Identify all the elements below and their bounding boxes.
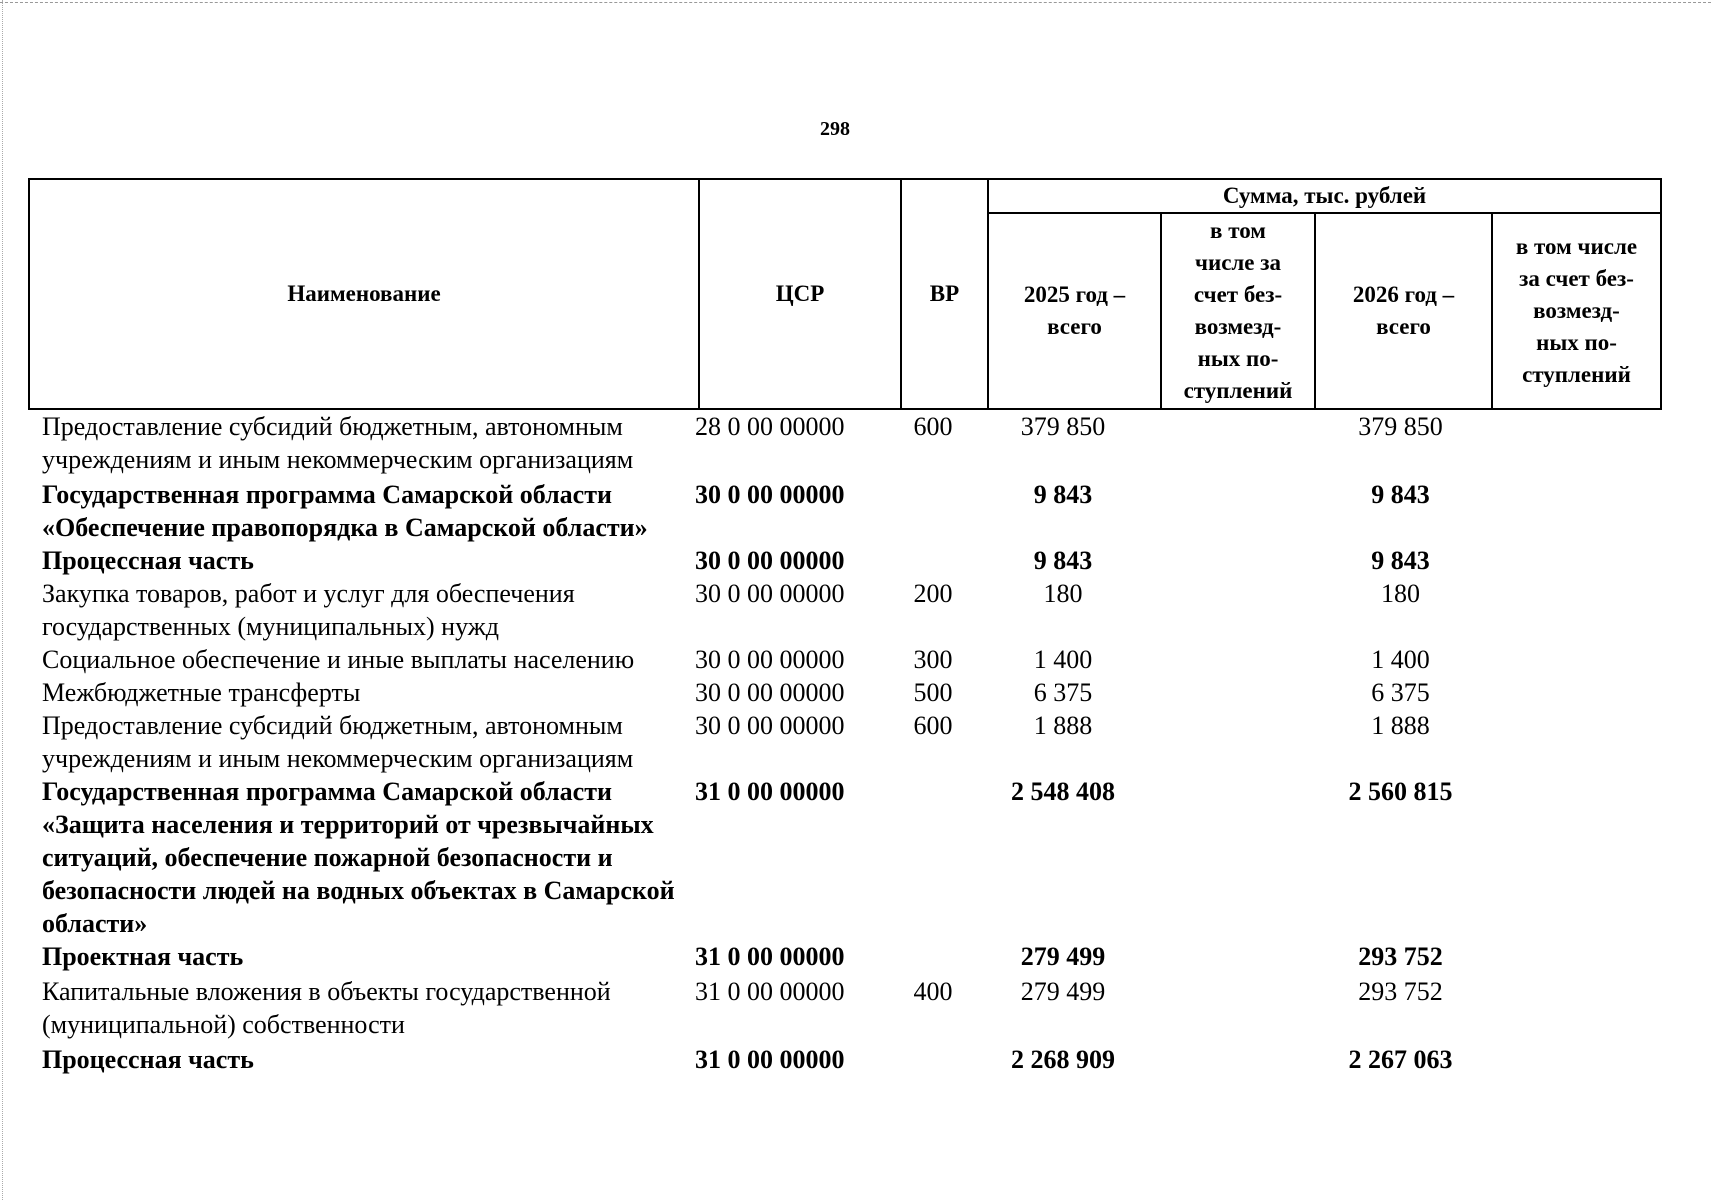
row-sum-2025: 1 888 <box>1033 711 1093 740</box>
row-sum-2026: 293 752 <box>1358 977 1443 1006</box>
row-sum-2025: 9 843 <box>1033 546 1093 575</box>
row-sum-2025: 279 499 <box>1020 942 1106 971</box>
row-csr: 30 0 00 00000 <box>695 645 845 674</box>
row-vr: 600 <box>913 412 953 441</box>
table-row <box>28 410 1660 476</box>
row-name: Государственная программа Самарской области «Обеспечение правопорядка в Самарской области» <box>42 480 648 542</box>
row-name: Процессная часть <box>42 546 254 575</box>
table-row <box>28 975 1660 1041</box>
table-header <box>28 178 1662 410</box>
row-name: Закупка товаров, работ и услуг для обеспечения государственных (муниципальных) нужд <box>42 579 575 641</box>
row-csr: 31 0 00 00000 <box>695 777 845 806</box>
row-sum-2026: 2 560 815 <box>1348 777 1453 806</box>
header-sum-group: Сумма, тыс. рублей <box>988 179 1661 213</box>
row-vr: 500 <box>913 678 953 707</box>
row-name: Процессная часть <box>42 1045 254 1074</box>
row-name: Межбюджетные трансферты <box>42 678 361 707</box>
table-row <box>28 577 1660 643</box>
row-name: Проектная часть <box>42 942 244 971</box>
row-sum-2025: 180 <box>1043 579 1083 608</box>
row-csr: 30 0 00 00000 <box>695 546 845 575</box>
table-body <box>28 410 1660 1076</box>
header-csr: ЦСР <box>699 179 901 409</box>
header-2026-total: 2026 год – всего <box>1315 213 1492 409</box>
row-sum-2025: 2 268 909 <box>1011 1045 1115 1074</box>
row-sum-2026: 9 843 <box>1371 546 1430 575</box>
row-sum-2025: 1 400 <box>1033 645 1093 674</box>
page-number: 298 <box>820 118 850 140</box>
row-csr: 30 0 00 00000 <box>695 579 845 608</box>
row-sum-2026: 2 267 063 <box>1348 1045 1453 1074</box>
row-csr: 30 0 00 00000 <box>695 678 845 707</box>
row-sum-2026: 293 752 <box>1358 942 1443 971</box>
row-sum-2025: 6 375 <box>1033 678 1093 707</box>
row-sum-2025: 279 499 <box>1020 977 1106 1006</box>
row-name: Предоставление субсидий бюджетным, автономным учреждениям и иным некоммерческим организациям <box>42 412 634 474</box>
table-row <box>28 709 1660 775</box>
row-sum-2026: 379 850 <box>1358 412 1443 441</box>
table-row <box>28 940 1660 973</box>
row-vr: 600 <box>913 711 953 740</box>
table-row <box>28 676 1660 709</box>
row-name: Социальное обеспечение и иные выплаты населению <box>42 645 635 674</box>
header-2025-total: 2025 год – всего <box>988 213 1161 409</box>
header-2025-free: в том числе за счет без- возмезд- ных по- ступлений <box>1161 213 1315 409</box>
row-csr: 31 0 00 00000 <box>695 977 845 1006</box>
row-csr: 30 0 00 00000 <box>695 480 845 509</box>
row-sum-2026: 180 <box>1381 579 1420 608</box>
scan-artifact-line <box>0 2 1711 3</box>
header-vr: ВР <box>901 179 988 409</box>
table-row <box>28 643 1660 676</box>
row-vr: 400 <box>913 977 953 1006</box>
header-name: Наименование <box>29 179 699 409</box>
row-name: Предоставление субсидий бюджетным, автономным учреждениям и иным некоммерческим организациям <box>42 711 634 773</box>
row-csr: 30 0 00 00000 <box>695 711 845 740</box>
table-row <box>28 775 1660 940</box>
row-sum-2025: 2 548 408 <box>1011 777 1115 806</box>
table-row <box>28 478 1660 544</box>
row-sum-2026: 1 888 <box>1371 711 1430 740</box>
table-row <box>28 544 1660 577</box>
row-name: Государственная программа Самарской области «Защита населения и территорий от чрезвычайных ситуаций, обеспечение пожарной безопасности и безопасности людей на водных объектах в Самарской области» <box>42 777 675 938</box>
row-sum-2026: 9 843 <box>1371 480 1430 509</box>
row-csr: 28 0 00 00000 <box>695 412 845 441</box>
table-row <box>28 1043 1660 1076</box>
scan-artifact-edge <box>2 0 3 1200</box>
row-vr: 300 <box>913 645 953 674</box>
row-csr: 31 0 00 00000 <box>695 1045 845 1074</box>
row-name: Капитальные вложения в объекты государственной (муниципальной) собственности <box>42 977 611 1039</box>
row-vr: 200 <box>913 579 953 608</box>
row-csr: 31 0 00 00000 <box>695 942 845 971</box>
header-2026-free: в том числе за счет без- возмезд- ных по- ступлений <box>1492 213 1661 409</box>
row-sum-2025: 9 843 <box>1033 480 1093 509</box>
row-sum-2025: 379 850 <box>1020 412 1106 441</box>
row-sum-2026: 6 375 <box>1371 678 1430 707</box>
row-sum-2026: 1 400 <box>1371 645 1430 674</box>
